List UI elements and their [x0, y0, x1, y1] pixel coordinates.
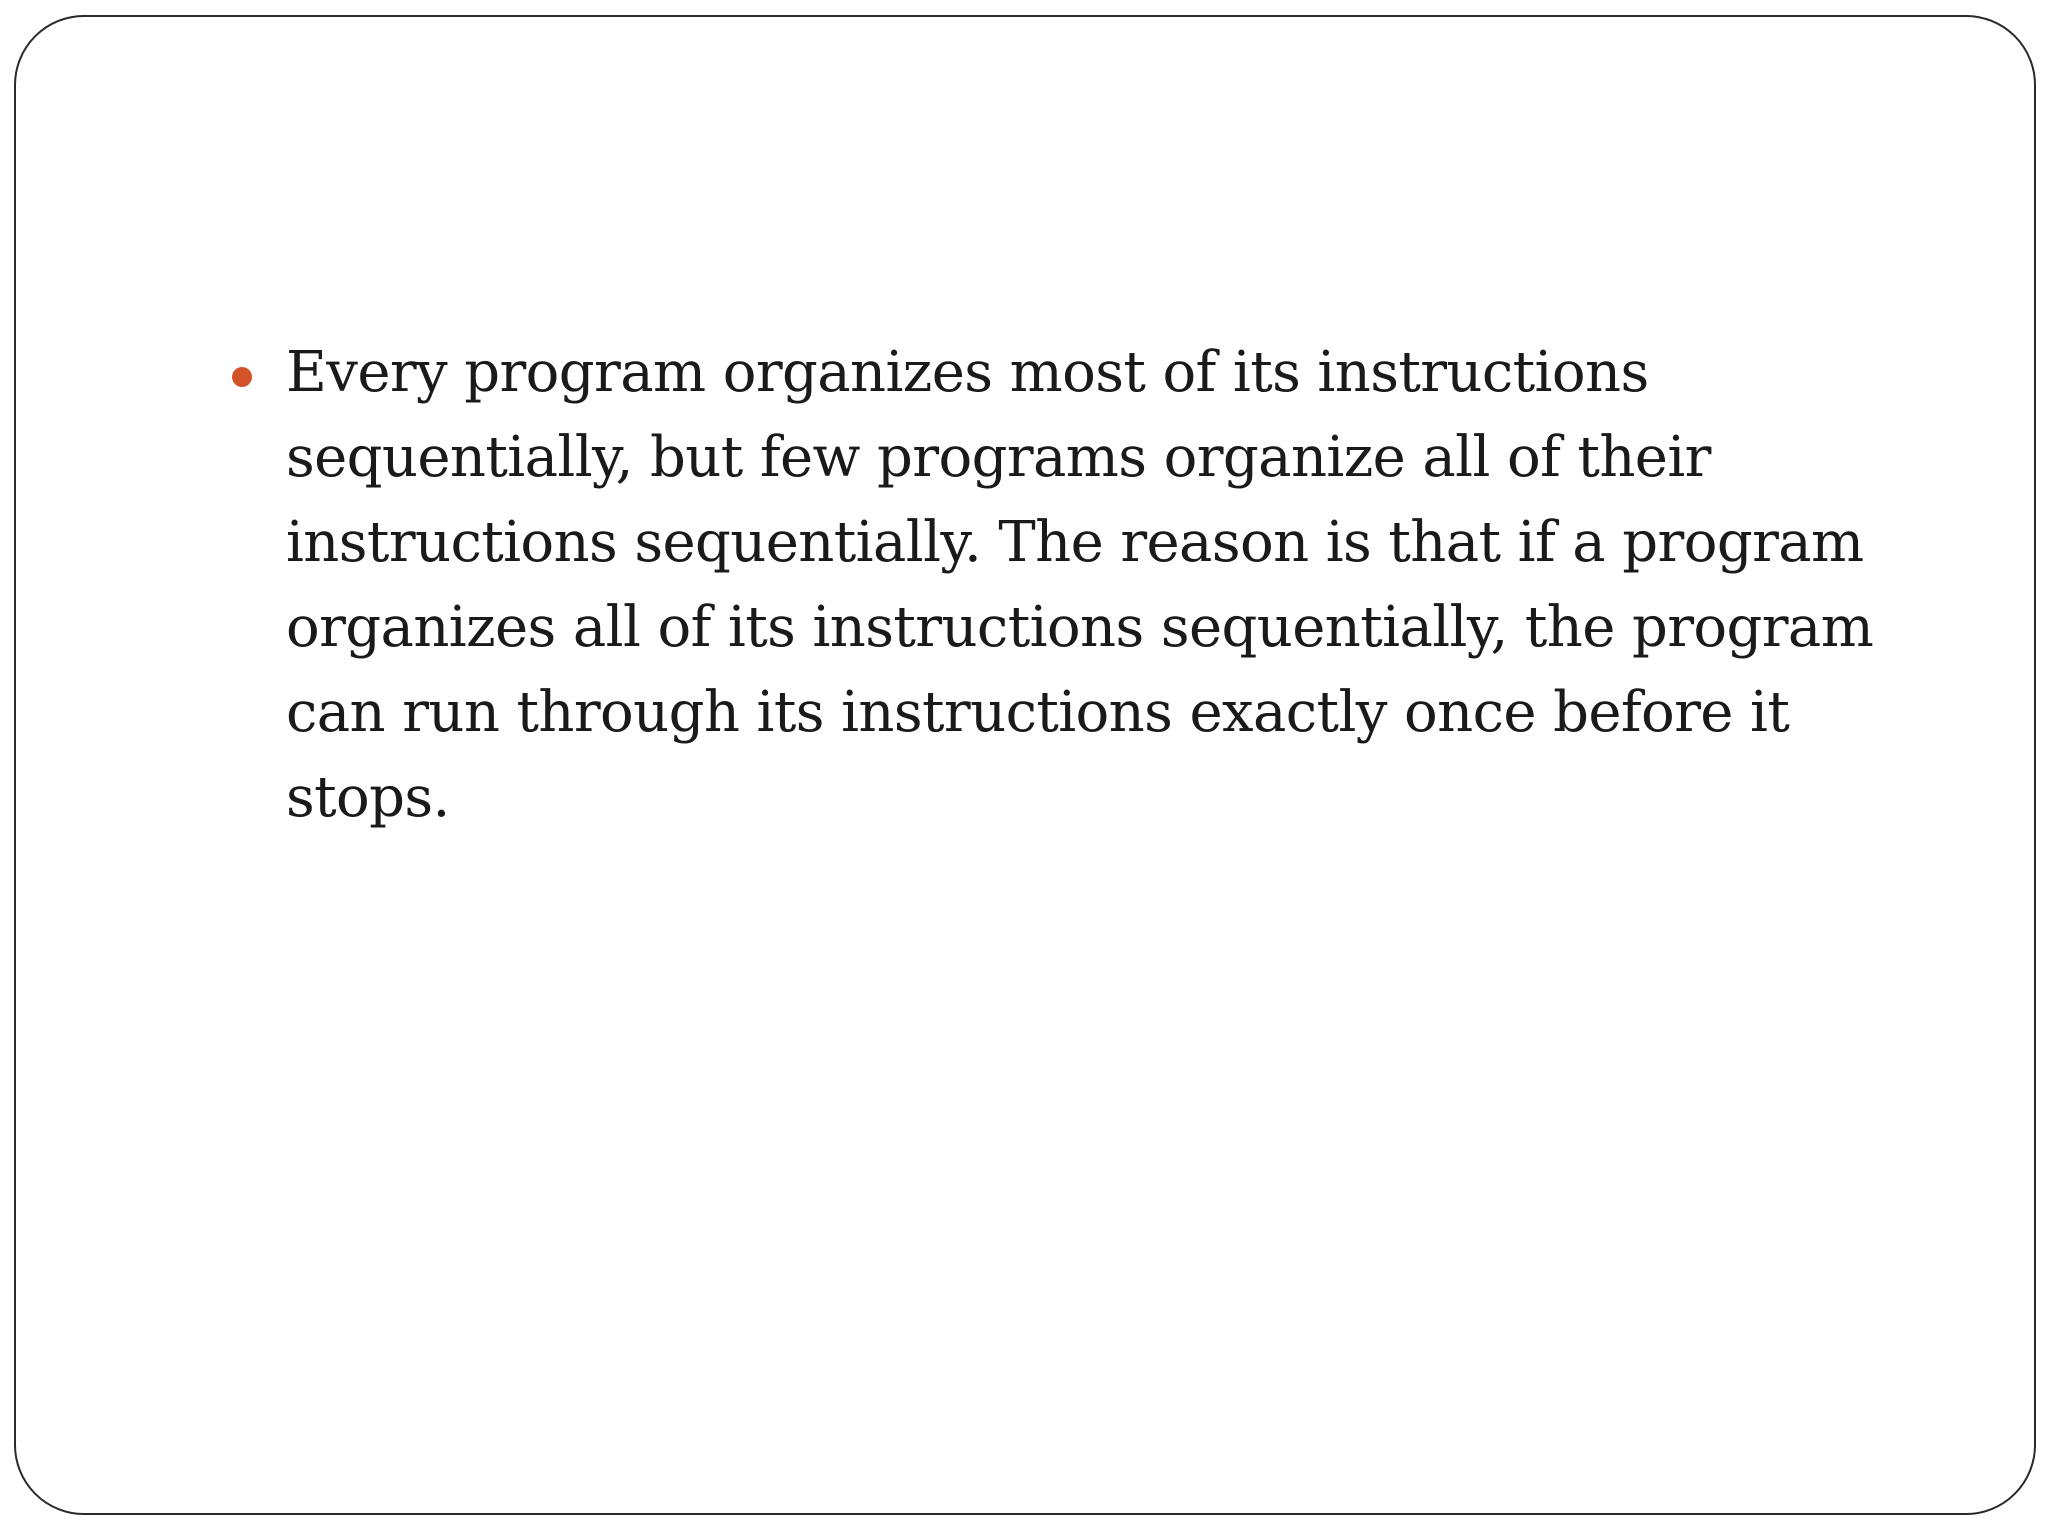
slide-content: [232, 330, 1932, 840]
bullet-item: [232, 330, 1932, 840]
bullet-dot-icon: [232, 367, 252, 387]
bullet-text: Every program organizes most of its instructions sequentially, but few programs organize all of their instructions sequentially. The reason is that if a program organizes all of its instructions sequentially, the program can run through its instructions exactly once before it stops.: [286, 340, 1874, 830]
